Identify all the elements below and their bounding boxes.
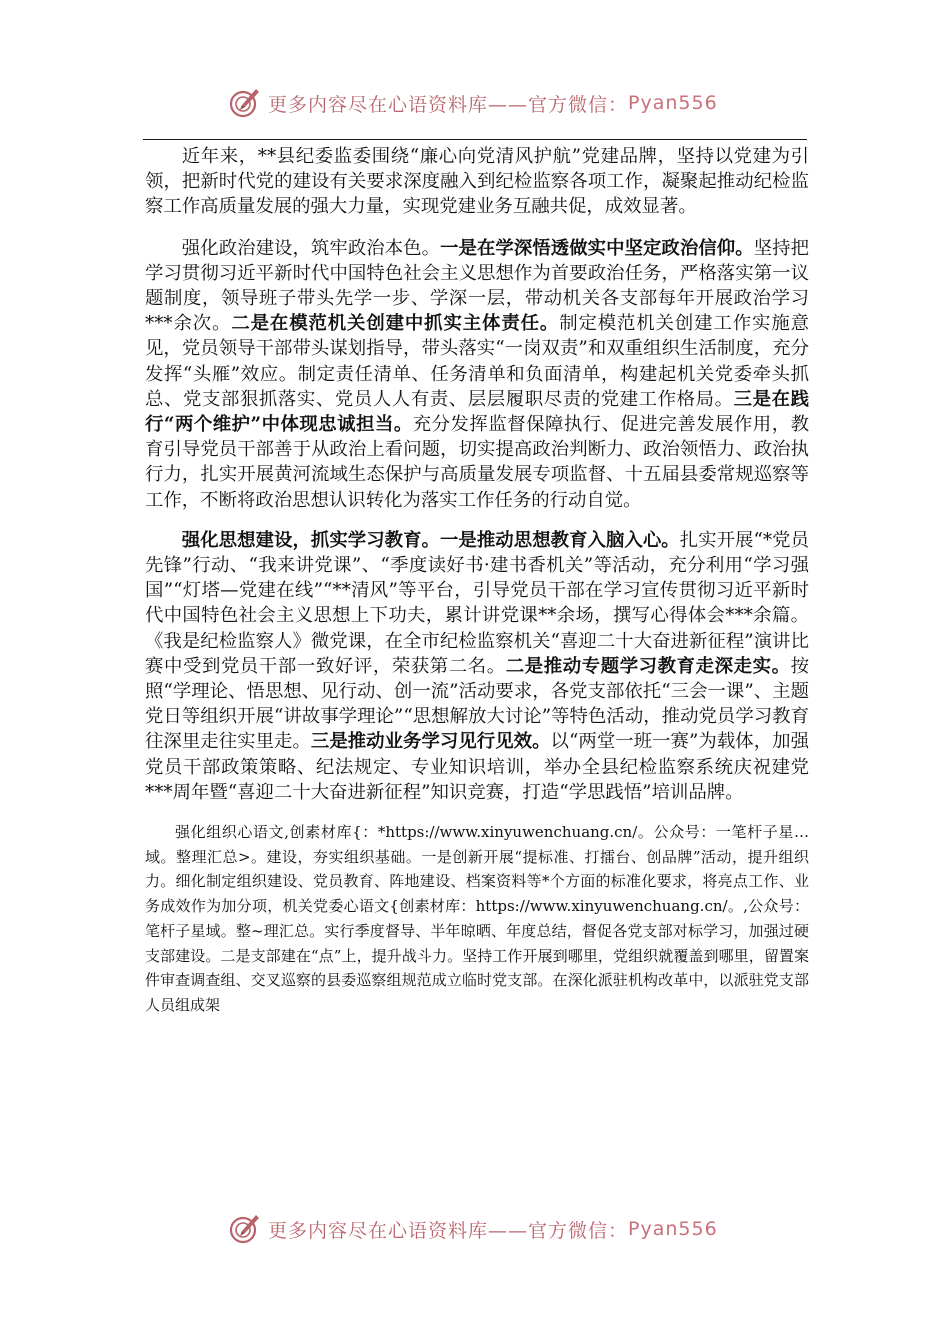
bold-heading: 二是在模范机关创建中抓实主体责任。 — [231, 313, 560, 335]
paragraph-text: 充分发挥监督保障执行、促进完善发展作用，教育引导党员干部善于从政治上看问题，切实提高政治判断力、政治领悟力、政治执行力，扎实开展黄河流域生态保护与高质量发展专项监督、十五届县委常规巡察等工作，不断将政治思想认识转化为落实工作任务的行动自觉。 — [145, 414, 809, 511]
paragraph-intro — [145, 144, 809, 220]
header-wechat-id: Pyan556 — [628, 92, 718, 114]
footer-banner — [228, 1211, 748, 1247]
header-banner-text: 更多内容尽在心语资料库——官方微信： — [268, 93, 629, 116]
paragraph-organizational — [145, 820, 809, 1018]
paragraph-text: 坚持把学习贯彻习近平新时代中国特色社会主义思想作为首要政治任务，严格落实第一议题制度，领导班子带头先学一步、学深一层，带动机关各支部每年开展政治学习***余次。 — [145, 237, 809, 335]
bold-heading: 二是推动专题学习教育走深走实。 — [505, 655, 791, 677]
bold-heading: 强化思想建设，抓实学习教育。一是推动思想教育入脑入心。 — [181, 529, 680, 551]
paragraph-text: 以“两堂一班一赛”为载体，加强党员干部政策策略、纪法规定、专业知识培训，举办全县纪检监察系统庆祝建党***周年暨“喜迎二十大奋进新征程”知识竞赛，打造“学思践悟”培训品牌。 — [145, 731, 809, 803]
paragraph-text: 近年来，**县纪委监委围绕“廉心向党清风护航”党建品牌，坚持以党建为引领，把新时代党的建设有关要求深度融入到纪检监察各项工作，凝聚起推动纪检监察工作高质量发展的强大力量，实现党建业务互融共促，成效显著。 — [145, 146, 809, 218]
paragraph-text: 强化组织心语文,创素材库{：*https://www.xinyuwenchuang.cn/。公众号：一笔杆子星…域。整理汇总>。建设，夯实组织基础。一是创新开展“提标准、打擂台、创品牌”活动，提升组织力。细化制定组织建设、党员教育、阵地建设、档案资料等*个方面的标准化要求，将亮点工作、业务成效作为加分项，机关党委心语文{创素材库：https://www.xinyuwenchuang.cn/。,公众号：笔杆子星域。整~理汇总。实行季度督导、半年晾晒、年度总结，督促各党支部对标学习，加强过硬支部建设。二是支部建在“点”上，提升战斗力。坚持工作开展到哪里，党组织就覆盖到哪里，留置案件审查调查组、交叉巡察的县委巡察组规范成立临时党支部。在深化派驻机构改革中，以派驻党支部人员组成架 — [145, 823, 809, 1014]
article-body — [145, 144, 809, 1018]
footer-wechat-id: Pyan556 — [628, 1218, 718, 1240]
header-banner — [228, 85, 748, 121]
footer-banner-text: 更多内容尽在心语资料库——官方微信： — [268, 1219, 629, 1242]
paragraph-text: 按照“学理论、悟思想、见行动、创一流”活动要求，各党支部依托“三会一课”、主题党日等组织开展“讲故事学理论”“思想解放大讨论”等特色活动，推动党员学习教育往深里走往实里走。 — [145, 655, 809, 753]
bold-heading: 一是在学深悟透做实中坚定政治信仰。 — [440, 237, 754, 259]
paragraph-text: 强化政治建设，筑牢政治本色。 — [181, 237, 441, 259]
bold-heading: 三是在践行“两个维护”中体现忠诚担当。 — [145, 388, 809, 436]
pen-logo-icon — [228, 1212, 262, 1246]
paragraph-ideological — [145, 528, 809, 805]
header-divider — [143, 139, 807, 140]
paragraph-political — [145, 236, 809, 513]
bold-heading: 三是推动业务学习见行见效。 — [310, 731, 551, 753]
paragraph-text: 制定模范机关创建工作实施意见，党员领导干部带头谋划指导，带头落实“一岗双责”和双重组织生活制度，充分发挥“头雁”效应。制定责任清单、任务清单和负面清单，构建起机关党委牵头抓总、党支部狠抓落实、党员人人有责、层层履职尽责的党建工作格局。 — [145, 313, 809, 410]
paragraph-text: 扎实开展“*党员先锋”行动、“我来讲党课”、“季度读好书·建书香机关”等活动，充分利用“学习强国”“灯塔—党建在线”“**清风”等平台，引导党员干部在学习宣传贯彻习近平新时代中国特色社会主义思想上下功夫，累计讲党课**余场，撰写心得体会***余篇。《我是纪检监察人》微党课，在全市纪检监察机关“喜迎二十大奋进新征程”演讲比赛中受到党员干部一致好评，荣获第二名。 — [145, 529, 809, 677]
pen-logo-icon — [228, 86, 262, 120]
